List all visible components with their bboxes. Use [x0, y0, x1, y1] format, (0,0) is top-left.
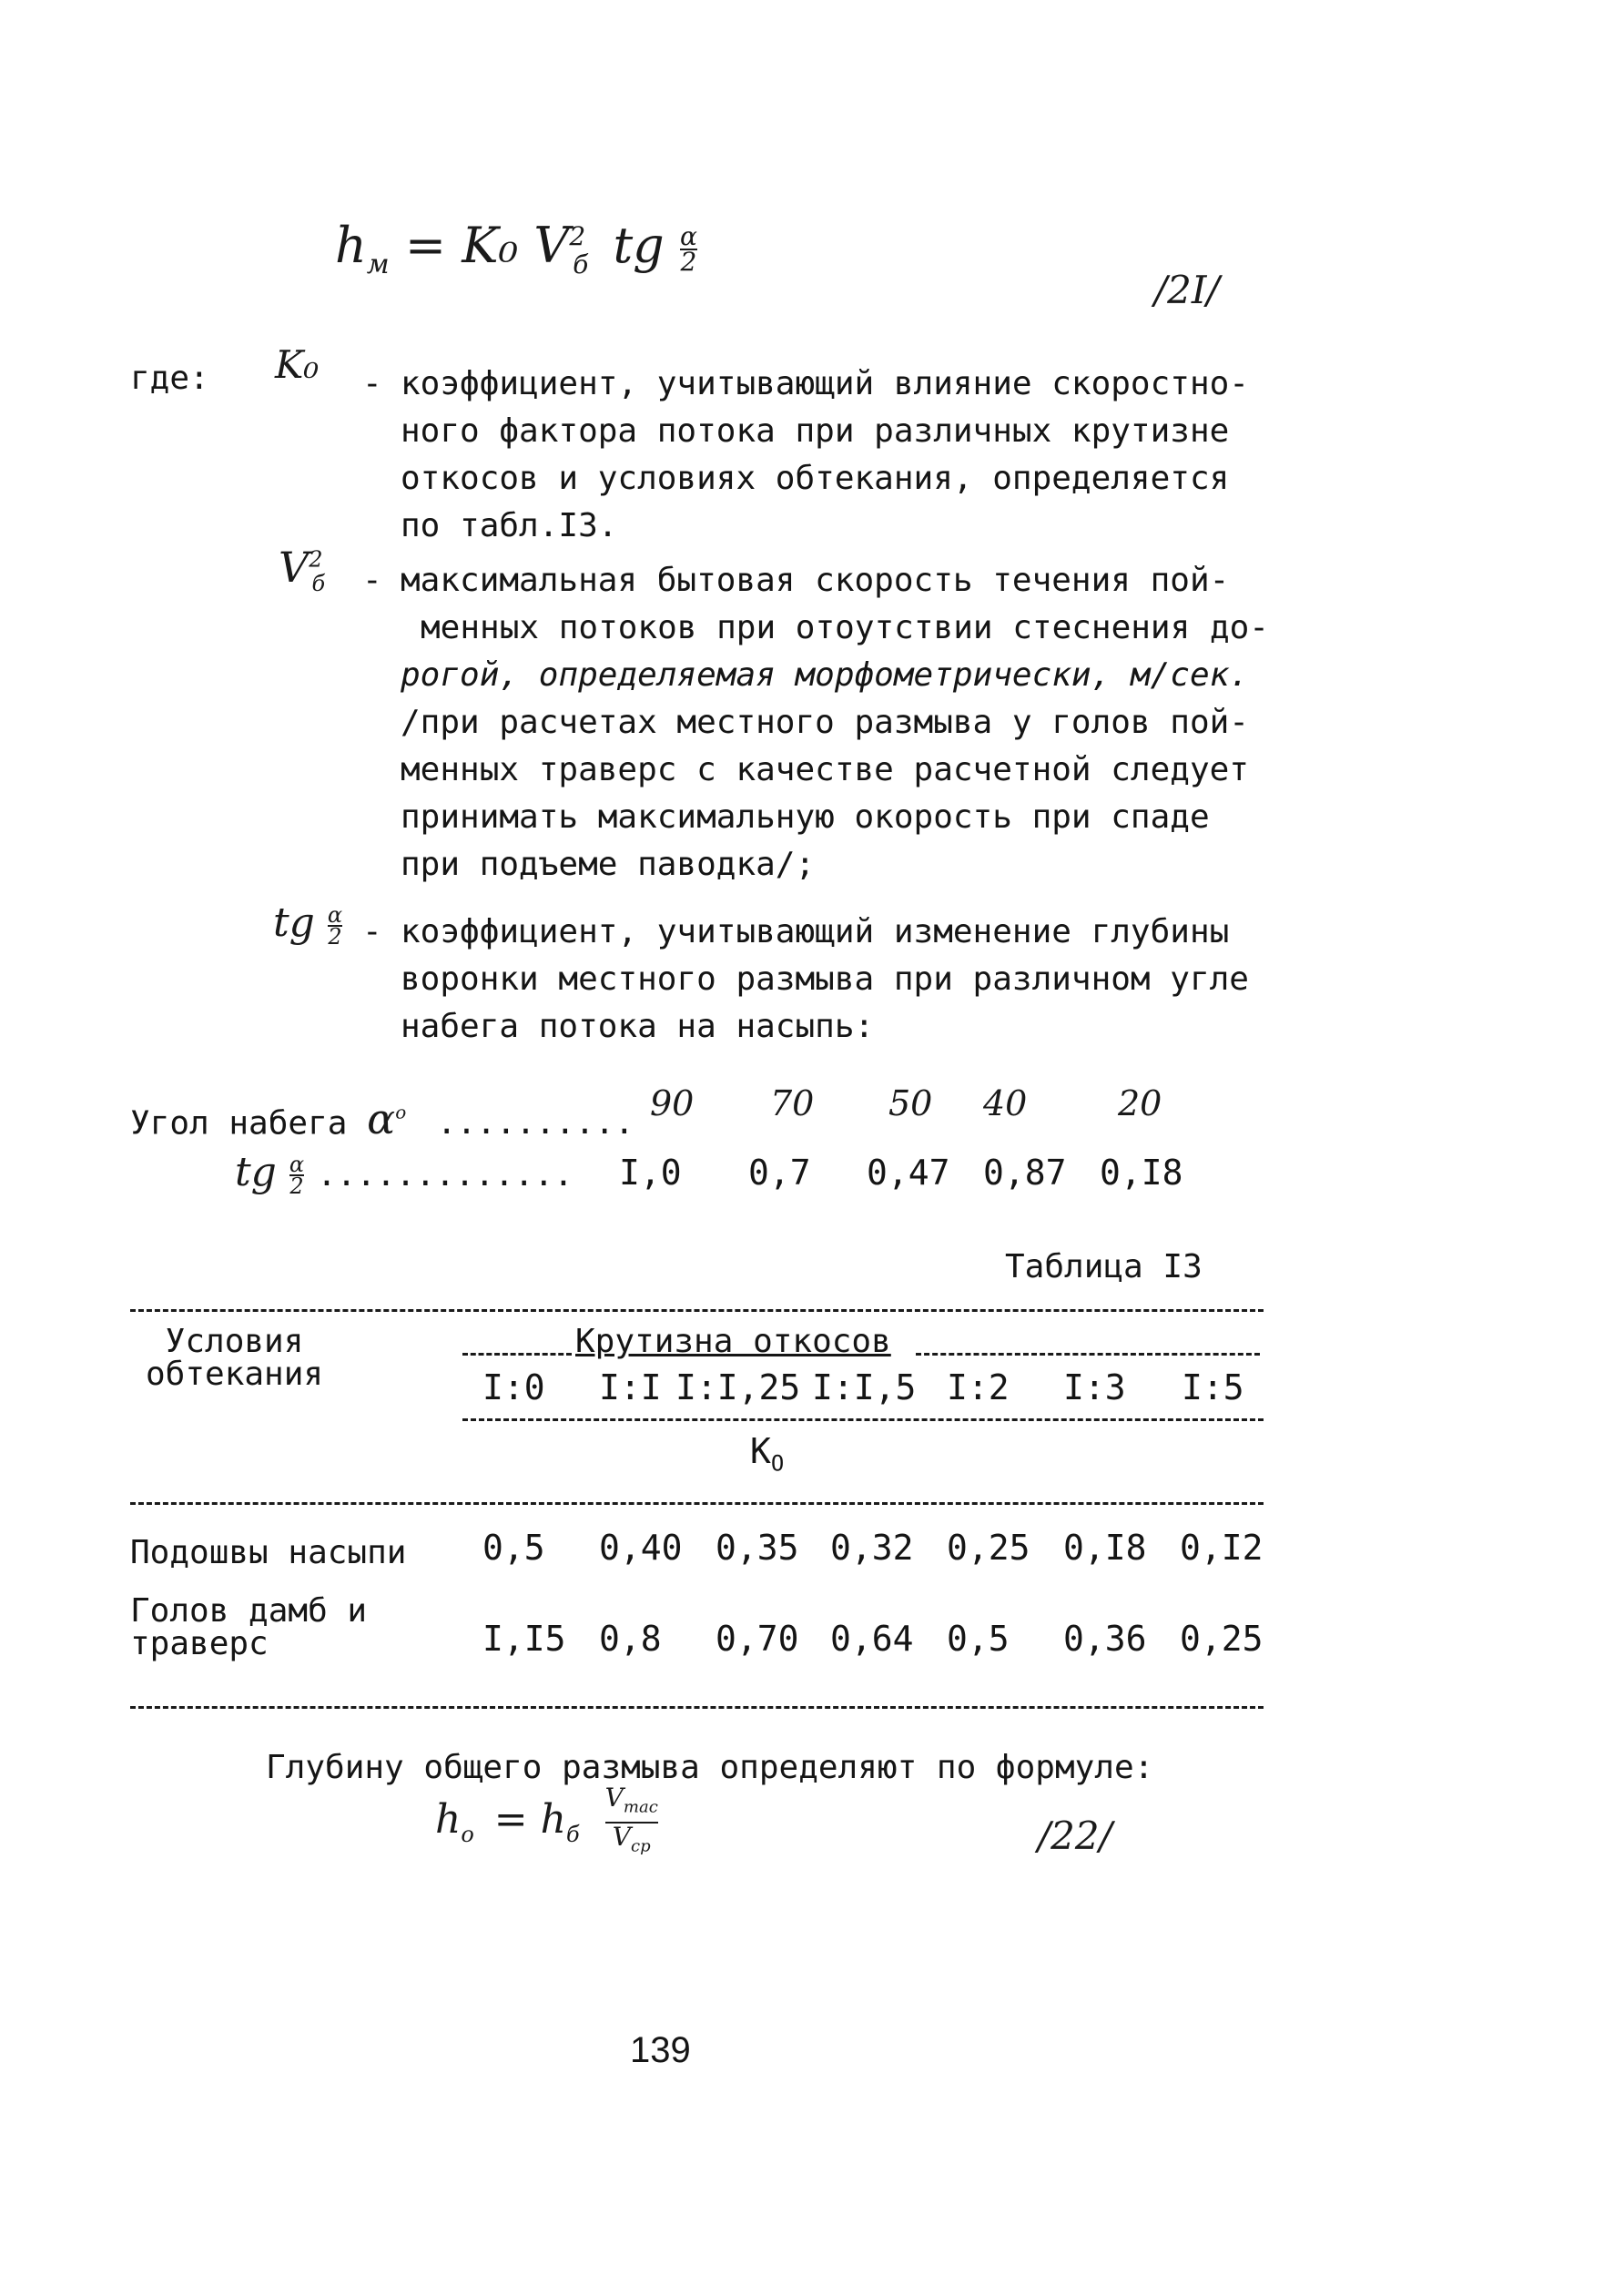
table-cell: 0,5	[947, 1619, 1010, 1659]
formula-22-fraction	[605, 1784, 658, 1860]
where-dash-2: -	[362, 562, 382, 599]
formula-22-frac-num	[605, 1784, 658, 1824]
formula-21-frac-num: α	[679, 221, 697, 251]
formula-21	[335, 217, 697, 280]
tg-symbol-text: tg	[235, 1149, 277, 1195]
table-row-label: Подошвы насыпи	[130, 1534, 407, 1571]
formula-21-rhs-sub: б	[573, 249, 589, 279]
definition-line: коэффициент, учитывающий влияние скоростно-	[401, 365, 1249, 402]
angle-value: 90	[650, 1083, 695, 1123]
where-symbol-vb-sub: б	[311, 571, 326, 597]
definition-line: ного фактора потока при различных крутизне	[401, 412, 1230, 450]
definition-line: по табл.I3.	[401, 507, 618, 544]
angle-value: 50	[888, 1083, 933, 1123]
table-header-bottom-rule	[130, 1502, 1264, 1505]
slope-header: I:I	[599, 1367, 662, 1407]
group-header: Крутизна откосов	[575, 1323, 891, 1360]
formula-22-lhs: h	[435, 1796, 462, 1844]
angle-value: 70	[770, 1083, 815, 1123]
k0-subheader	[750, 1431, 784, 1477]
tg-symbol-fraction	[289, 1151, 305, 1199]
tg-value: I,0	[619, 1153, 682, 1193]
table-cell: 0,I8	[1063, 1528, 1147, 1568]
table-cell: 0,40	[599, 1528, 683, 1568]
formula-21-rhs-sup: 2	[569, 221, 586, 251]
definition-line: рогой, определяемая морфометрически, м/сек.	[401, 656, 1249, 694]
group-header-rule-right	[916, 1353, 1260, 1356]
group-header-rule-left	[462, 1353, 572, 1356]
table-cell: 0,35	[716, 1528, 799, 1568]
table-cell: 0,I2	[1180, 1528, 1264, 1568]
definition-line: принимать максимальную окорость при спаде	[401, 798, 1210, 836]
k0-subheader-k: K	[750, 1431, 771, 1471]
angle-symbol	[367, 1094, 406, 1143]
formula-22-label: /22/	[1038, 1813, 1112, 1858]
definition-line: коэффициент, учитывающий изменение глубины	[401, 913, 1230, 950]
definition-line: набега потока на насыпь:	[401, 1008, 875, 1045]
where-symbol-tg-fraction	[327, 901, 343, 950]
formula-22-num-v: V	[604, 1783, 624, 1813]
table-cell: 0,25	[1180, 1619, 1264, 1659]
where-symbol-tg-text: tg	[273, 899, 315, 946]
where-symbol-k0: K₀	[275, 342, 320, 387]
table-row-label-line: траверс	[130, 1625, 269, 1662]
slope-header-rule	[462, 1418, 1264, 1421]
angle-dots: ..........	[436, 1104, 634, 1143]
tg-value: 0,87	[983, 1153, 1067, 1193]
table-13-caption: Таблица I3	[1005, 1248, 1203, 1285]
angle-value: 40	[983, 1083, 1028, 1123]
formula-21-label: /2I/	[1154, 268, 1220, 312]
formula-22-den-sub: ср	[631, 1836, 651, 1856]
table-row-label	[130, 1592, 368, 1662]
tg-symbol-den: 2	[289, 1173, 304, 1199]
table-row-label-line: Голов дамб и	[130, 1592, 368, 1630]
definition-line: менных траверс с качестве расчетной следует	[401, 751, 1249, 788]
where-dash-3: -	[362, 913, 382, 950]
formula-21-lhs: h	[335, 217, 367, 274]
slope-header: I:2	[947, 1367, 1010, 1407]
formula-22-eq-sub: б	[566, 1821, 580, 1847]
table-bottom-rule	[130, 1706, 1264, 1709]
tg-symbol-num: α	[289, 1151, 305, 1177]
definition-line: менных потоков при отоутствии стеснения до-	[421, 609, 1269, 646]
formula-21-lhs-sub: м	[366, 248, 390, 280]
formula-21-fraction	[679, 221, 697, 277]
definition-line: /при расчетах местного размыва у голов пой-	[401, 704, 1249, 741]
where-symbol-vb-sup: 2	[309, 546, 323, 573]
formula-22	[435, 1784, 658, 1860]
formula-22-lhs-sub: о	[461, 1821, 474, 1847]
tg-row-label	[235, 1149, 573, 1199]
where-dash-1: -	[362, 365, 382, 402]
slope-header: I:0	[482, 1367, 545, 1407]
where-symbol-tg-num: α	[327, 901, 343, 928]
where-symbol-tg	[273, 899, 343, 950]
table-header-left	[146, 1323, 324, 1393]
definition-vb	[401, 557, 1269, 889]
definition-k0	[401, 361, 1249, 550]
formula-21-rhs: = K₀ V	[404, 217, 570, 274]
where-symbol-vb-base: V	[279, 543, 310, 592]
slope-header: I:5	[1182, 1367, 1244, 1407]
formula-22-num-sub: mас	[623, 1797, 658, 1817]
table-header-line: обтекания	[146, 1356, 324, 1393]
table-cell: 0,36	[1063, 1619, 1147, 1659]
table-cell: 0,5	[482, 1528, 545, 1568]
tg-value: 0,47	[867, 1153, 950, 1193]
angle-symbol-degree: o	[395, 1102, 407, 1123]
where-symbol-vb	[279, 543, 325, 596]
k0-subheader-sub: O	[770, 1450, 785, 1477]
table-cell: I,I5	[482, 1619, 566, 1659]
table-cell: 0,8	[599, 1619, 662, 1659]
where-intro: где:	[130, 360, 209, 397]
tg-dots: .............	[317, 1156, 573, 1194]
table-cell: 0,25	[947, 1528, 1030, 1568]
formula-21-frac-den: 2	[680, 247, 697, 277]
table-cell: 0,64	[830, 1619, 914, 1659]
tg-value: 0,I8	[1100, 1153, 1183, 1193]
slope-header: I:I,25	[675, 1367, 801, 1407]
definition-tg	[401, 909, 1249, 1051]
angle-row-label	[130, 1089, 634, 1147]
formula-22-frac-den	[605, 1821, 658, 1861]
angle-label: Угол набега	[130, 1104, 348, 1143]
table-cell: 0,70	[716, 1619, 799, 1659]
formula-22-intro: Глубину общего размыва определяют по формуле:	[266, 1749, 1154, 1786]
definition-line: при подъеме паводка/;	[401, 846, 816, 883]
formula-22-den-v: V	[612, 1821, 632, 1852]
table-top-rule	[130, 1309, 1264, 1312]
slope-header: I:I,5	[812, 1367, 917, 1407]
page-number: 139	[630, 2030, 691, 2070]
slope-header: I:3	[1063, 1367, 1126, 1407]
angle-symbol-alpha: α	[367, 1094, 396, 1144]
definition-line: максимальная бытовая скорость течения пой-	[401, 562, 1230, 599]
table-cell: 0,32	[830, 1528, 914, 1568]
tg-symbol	[235, 1149, 317, 1199]
formula-22-eq: = h	[493, 1796, 566, 1844]
table-header-line: Условия	[165, 1323, 304, 1360]
angle-value: 20	[1118, 1083, 1162, 1123]
formula-21-tg: tg	[613, 217, 665, 274]
where-symbol-tg-den: 2	[328, 923, 342, 950]
definition-line: откосов и условиях обтекания, определяется	[401, 460, 1230, 497]
tg-value: 0,7	[748, 1153, 811, 1193]
definition-line: воронки местного размыва при различном угле	[401, 960, 1249, 998]
